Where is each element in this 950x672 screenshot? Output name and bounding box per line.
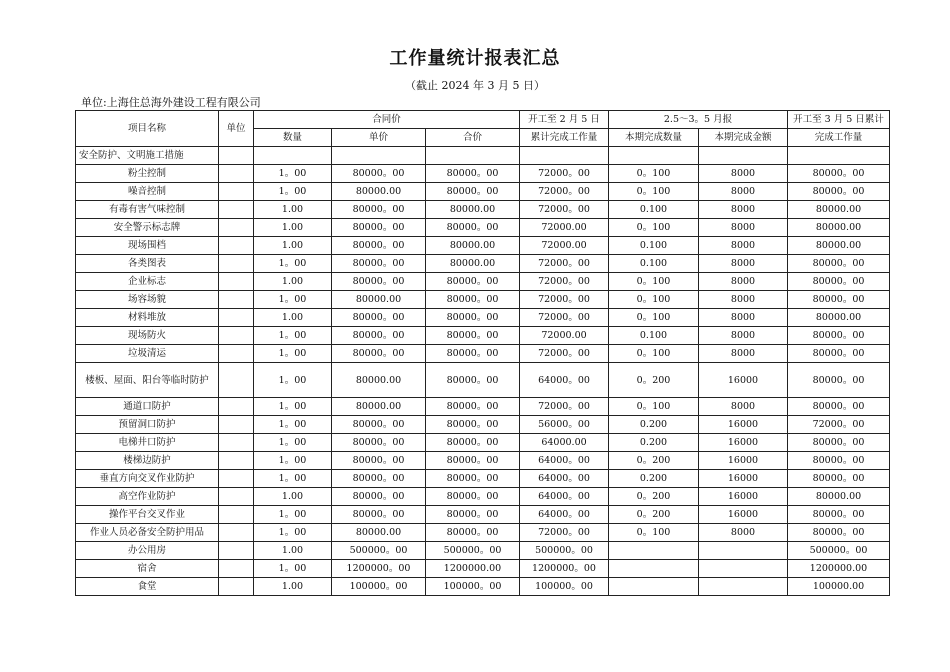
cell-cum2: 80000。00 bbox=[788, 327, 890, 345]
cell-cum2: 80000.00 bbox=[788, 219, 890, 237]
cell-total: 80000。00 bbox=[426, 363, 520, 398]
table-row bbox=[76, 219, 890, 237]
cell-qty: 1.00 bbox=[254, 309, 332, 327]
cell-pamt bbox=[699, 578, 788, 596]
cell-total: 80000。00 bbox=[426, 327, 520, 345]
cell-unit bbox=[219, 542, 254, 560]
cell-pamt: 8000 bbox=[699, 524, 788, 542]
cell-name: 楼梯边防护 bbox=[76, 452, 219, 470]
cell-total: 80000。00 bbox=[426, 434, 520, 452]
cell-cum: 72000。00 bbox=[520, 165, 609, 183]
cell-pqty: 0。100 bbox=[609, 398, 699, 416]
cell-unit bbox=[219, 452, 254, 470]
cell-name: 垃圾清运 bbox=[76, 345, 219, 363]
cell-cum2: 80000。00 bbox=[788, 470, 890, 488]
table-row bbox=[76, 327, 890, 345]
cell-pqty: 0.100 bbox=[609, 327, 699, 345]
cell-cum2: 80000。00 bbox=[788, 255, 890, 273]
header-period-amt: 本期完成金额 bbox=[699, 129, 788, 147]
table-row bbox=[76, 416, 890, 434]
cell-unit bbox=[219, 273, 254, 291]
cell-price: 80000。00 bbox=[332, 237, 426, 255]
cell-unit bbox=[219, 201, 254, 219]
table-row bbox=[76, 560, 890, 578]
cell-cum: 72000.00 bbox=[520, 327, 609, 345]
header-contract: 合同价 bbox=[254, 111, 520, 129]
cell-cum: 72000。00 bbox=[520, 183, 609, 201]
cell-name: 预留洞口防护 bbox=[76, 416, 219, 434]
cell-name: 安全防护、文明施工措施 bbox=[76, 147, 219, 165]
cell-pqty: 0。200 bbox=[609, 363, 699, 398]
cell-total: 80000。00 bbox=[426, 219, 520, 237]
cell-pqty: 0.200 bbox=[609, 470, 699, 488]
cell-cum: 64000。00 bbox=[520, 470, 609, 488]
cell-cum2: 80000。00 bbox=[788, 398, 890, 416]
cell-total: 500000。00 bbox=[426, 542, 520, 560]
cell-total: 80000。00 bbox=[426, 506, 520, 524]
cell-qty: 1。00 bbox=[254, 255, 332, 273]
cell-pqty bbox=[609, 147, 699, 165]
cell-total: 80000。00 bbox=[426, 345, 520, 363]
table-row bbox=[76, 237, 890, 255]
cell-unit bbox=[219, 363, 254, 398]
table-row bbox=[76, 363, 890, 398]
cell-pqty: 0.200 bbox=[609, 416, 699, 434]
cell-cum2: 80000。00 bbox=[788, 291, 890, 309]
table-row bbox=[76, 542, 890, 560]
cell-cum: 72000.00 bbox=[520, 237, 609, 255]
cell-pqty: 0。200 bbox=[609, 506, 699, 524]
cell-total: 80000。00 bbox=[426, 165, 520, 183]
table-row bbox=[76, 578, 890, 596]
cell-unit bbox=[219, 309, 254, 327]
cell-cum2: 500000。00 bbox=[788, 542, 890, 560]
cell-price: 80000。00 bbox=[332, 309, 426, 327]
cell-qty: 1。00 bbox=[254, 363, 332, 398]
cell-total: 80000。00 bbox=[426, 273, 520, 291]
cell-qty: 1.00 bbox=[254, 201, 332, 219]
cell-total: 80000.00 bbox=[426, 237, 520, 255]
cell-total: 1200000.00 bbox=[426, 560, 520, 578]
cell-unit bbox=[219, 524, 254, 542]
cell-cum: 56000。00 bbox=[520, 416, 609, 434]
cell-unit bbox=[219, 416, 254, 434]
cell-pamt: 16000 bbox=[699, 506, 788, 524]
cell-pamt bbox=[699, 147, 788, 165]
cell-name: 有毒有害气味控制 bbox=[76, 201, 219, 219]
cell-pqty: 0.100 bbox=[609, 255, 699, 273]
cell-name: 作业人员必备安全防护用品 bbox=[76, 524, 219, 542]
cell-pqty: 0。100 bbox=[609, 309, 699, 327]
cell-pamt: 8000 bbox=[699, 273, 788, 291]
cell-pqty: 0。100 bbox=[609, 165, 699, 183]
cell-pqty: 0。200 bbox=[609, 488, 699, 506]
cell-cum2: 80000。00 bbox=[788, 452, 890, 470]
cell-total: 80000。00 bbox=[426, 309, 520, 327]
cell-cum: 72000。00 bbox=[520, 398, 609, 416]
table-row bbox=[76, 434, 890, 452]
cell-cum: 72000。00 bbox=[520, 273, 609, 291]
cell-name: 宿舍 bbox=[76, 560, 219, 578]
cell-total: 80000。00 bbox=[426, 183, 520, 201]
header-cum-line1: 开工至 2 月 5 日 bbox=[520, 111, 609, 129]
cell-cum2: 80000.00 bbox=[788, 237, 890, 255]
cell-cum2: 80000。00 bbox=[788, 345, 890, 363]
cell-cum: 500000。00 bbox=[520, 542, 609, 560]
cell-pqty bbox=[609, 578, 699, 596]
cell-qty: 1。00 bbox=[254, 165, 332, 183]
cell-qty: 1。00 bbox=[254, 434, 332, 452]
cell-total: 80000.00 bbox=[426, 201, 520, 219]
header-period: 2.5～3。5 月报 bbox=[609, 111, 788, 129]
cell-name: 操作平台交叉作业 bbox=[76, 506, 219, 524]
cell-cum2: 100000.00 bbox=[788, 578, 890, 596]
cell-unit bbox=[219, 434, 254, 452]
cell-cum2: 80000。00 bbox=[788, 524, 890, 542]
header-price: 单价 bbox=[332, 129, 426, 147]
cell-name: 高空作业防护 bbox=[76, 488, 219, 506]
cell-price: 80000。00 bbox=[332, 219, 426, 237]
cell-qty: 1。00 bbox=[254, 398, 332, 416]
cell-pqty: 0。100 bbox=[609, 273, 699, 291]
table-row bbox=[76, 524, 890, 542]
cell-pqty: 0.100 bbox=[609, 237, 699, 255]
header-unit: 单位 bbox=[219, 111, 254, 147]
cell-price: 80000。00 bbox=[332, 434, 426, 452]
cell-cum: 72000。00 bbox=[520, 524, 609, 542]
cell-pqty: 0.200 bbox=[609, 434, 699, 452]
cell-name: 噪音控制 bbox=[76, 183, 219, 201]
cell-unit bbox=[219, 183, 254, 201]
header-name: 项目名称 bbox=[76, 111, 219, 147]
cell-pqty: 0。100 bbox=[609, 524, 699, 542]
cell-unit bbox=[219, 560, 254, 578]
cell-unit bbox=[219, 255, 254, 273]
cell-price: 1200000。00 bbox=[332, 560, 426, 578]
cell-qty: 1。00 bbox=[254, 416, 332, 434]
cell-qty: 1。00 bbox=[254, 327, 332, 345]
cell-pamt: 16000 bbox=[699, 452, 788, 470]
cell-cum: 64000.00 bbox=[520, 434, 609, 452]
cell-cum2: 80000。00 bbox=[788, 506, 890, 524]
header-cum2-line2: 完成工作量 bbox=[788, 129, 890, 147]
table-row bbox=[76, 398, 890, 416]
cell-cum2: 1200000.00 bbox=[788, 560, 890, 578]
cell-pamt: 8000 bbox=[699, 237, 788, 255]
cell-pamt: 16000 bbox=[699, 416, 788, 434]
report-title: 工作量统计报表汇总 bbox=[389, 48, 561, 69]
header-cum2-line1: 开工至 3 月 5 日累计 bbox=[788, 111, 890, 129]
cell-price: 80000。00 bbox=[332, 255, 426, 273]
cell-pqty: 0。200 bbox=[609, 452, 699, 470]
cell-cum: 72000。00 bbox=[520, 309, 609, 327]
cell-pamt: 8000 bbox=[699, 255, 788, 273]
cell-name: 电梯井口防护 bbox=[76, 434, 219, 452]
cell-qty: 1.00 bbox=[254, 488, 332, 506]
cell-price: 500000。00 bbox=[332, 542, 426, 560]
cell-unit bbox=[219, 327, 254, 345]
cell-qty: 1。00 bbox=[254, 506, 332, 524]
cell-cum: 72000。00 bbox=[520, 255, 609, 273]
cell-price: 80000。00 bbox=[332, 165, 426, 183]
cell-pqty: 0。100 bbox=[609, 345, 699, 363]
cell-unit bbox=[219, 345, 254, 363]
cell-cum2: 72000。00 bbox=[788, 416, 890, 434]
table-row bbox=[76, 506, 890, 524]
cell-cum: 72000。00 bbox=[520, 345, 609, 363]
cell-price: 80000.00 bbox=[332, 183, 426, 201]
cell-name: 安全警示标志牌 bbox=[76, 219, 219, 237]
cell-unit bbox=[219, 578, 254, 596]
cell-name: 粉尘控制 bbox=[76, 165, 219, 183]
cell-price: 80000.00 bbox=[332, 524, 426, 542]
cell-cum: 72000。00 bbox=[520, 291, 609, 309]
cell-unit bbox=[219, 506, 254, 524]
cell-price: 80000。00 bbox=[332, 416, 426, 434]
cell-name: 办公用房 bbox=[76, 542, 219, 560]
cell-unit bbox=[219, 237, 254, 255]
table-row bbox=[76, 147, 890, 165]
cell-cum2: 80000。00 bbox=[788, 273, 890, 291]
cell-qty: 1.00 bbox=[254, 237, 332, 255]
cell-name: 通道口防护 bbox=[76, 398, 219, 416]
cell-price: 80000。00 bbox=[332, 327, 426, 345]
cell-qty bbox=[254, 147, 332, 165]
cell-qty: 1。00 bbox=[254, 345, 332, 363]
cell-unit bbox=[219, 470, 254, 488]
header-total: 合价 bbox=[426, 129, 520, 147]
cell-name: 现场防火 bbox=[76, 327, 219, 345]
cell-cum2: 80000。00 bbox=[788, 183, 890, 201]
cell-cum: 64000。00 bbox=[520, 452, 609, 470]
table-row bbox=[76, 201, 890, 219]
cell-total: 80000。00 bbox=[426, 398, 520, 416]
cell-name: 楼板、屋面、阳台等临时防护 bbox=[76, 363, 219, 398]
cell-unit bbox=[219, 147, 254, 165]
cell-pamt: 8000 bbox=[699, 291, 788, 309]
cell-pamt: 8000 bbox=[699, 201, 788, 219]
table-row bbox=[76, 309, 890, 327]
cell-cum: 100000。00 bbox=[520, 578, 609, 596]
header-period-qty: 本期完成数量 bbox=[609, 129, 699, 147]
cell-price: 80000.00 bbox=[332, 398, 426, 416]
cell-total bbox=[426, 147, 520, 165]
cell-total: 80000。00 bbox=[426, 470, 520, 488]
table-row bbox=[76, 291, 890, 309]
cell-pamt: 16000 bbox=[699, 488, 788, 506]
cell-qty: 1.00 bbox=[254, 219, 332, 237]
cell-price: 80000。00 bbox=[332, 506, 426, 524]
cell-pamt: 8000 bbox=[699, 345, 788, 363]
cell-pqty: 0。100 bbox=[609, 183, 699, 201]
cell-total: 80000。00 bbox=[426, 488, 520, 506]
cell-pamt: 8000 bbox=[699, 398, 788, 416]
cell-qty: 1。00 bbox=[254, 560, 332, 578]
cell-cum2: 80000。00 bbox=[788, 363, 890, 398]
cell-price bbox=[332, 147, 426, 165]
cell-name: 企业标志 bbox=[76, 273, 219, 291]
cell-pamt: 8000 bbox=[699, 327, 788, 345]
cell-unit bbox=[219, 488, 254, 506]
cell-name: 各类图表 bbox=[76, 255, 219, 273]
cell-unit bbox=[219, 165, 254, 183]
report-date: （截止 2024 年 3 月 5 日） bbox=[405, 79, 545, 92]
cell-pqty: 0.100 bbox=[609, 201, 699, 219]
cell-cum: 64000。00 bbox=[520, 363, 609, 398]
cell-name: 垂直方向交叉作业防护 bbox=[76, 470, 219, 488]
cell-qty: 1。00 bbox=[254, 291, 332, 309]
cell-price: 80000。00 bbox=[332, 488, 426, 506]
table-row bbox=[76, 452, 890, 470]
workload-table bbox=[75, 110, 890, 596]
cell-pqty: 0。100 bbox=[609, 291, 699, 309]
cell-pqty: 0。100 bbox=[609, 219, 699, 237]
cell-pamt bbox=[699, 560, 788, 578]
cell-cum: 1200000。00 bbox=[520, 560, 609, 578]
cell-qty: 1。00 bbox=[254, 183, 332, 201]
cell-cum: 64000。00 bbox=[520, 488, 609, 506]
cell-name: 现场围档 bbox=[76, 237, 219, 255]
cell-name: 场容场貌 bbox=[76, 291, 219, 309]
cell-total: 80000。00 bbox=[426, 452, 520, 470]
cell-total: 80000.00 bbox=[426, 255, 520, 273]
cell-total: 80000。00 bbox=[426, 524, 520, 542]
header-cum-line2: 累计完成工作量 bbox=[520, 129, 609, 147]
cell-cum: 72000。00 bbox=[520, 201, 609, 219]
cell-price: 80000。00 bbox=[332, 470, 426, 488]
cell-price: 80000。00 bbox=[332, 452, 426, 470]
table-row bbox=[76, 488, 890, 506]
header-qty: 数量 bbox=[254, 129, 332, 147]
cell-price: 100000。00 bbox=[332, 578, 426, 596]
cell-price: 80000.00 bbox=[332, 291, 426, 309]
table-row bbox=[76, 183, 890, 201]
cell-qty: 1。00 bbox=[254, 524, 332, 542]
cell-qty: 1.00 bbox=[254, 542, 332, 560]
table-row bbox=[76, 273, 890, 291]
cell-price: 80000。00 bbox=[332, 201, 426, 219]
cell-qty: 1.00 bbox=[254, 578, 332, 596]
cell-cum2: 80000.00 bbox=[788, 201, 890, 219]
cell-pamt bbox=[699, 542, 788, 560]
cell-pqty bbox=[609, 542, 699, 560]
cell-cum2: 80000。00 bbox=[788, 165, 890, 183]
cell-pamt: 8000 bbox=[699, 219, 788, 237]
cell-cum2: 80000。00 bbox=[788, 434, 890, 452]
cell-unit bbox=[219, 398, 254, 416]
cell-unit bbox=[219, 219, 254, 237]
cell-qty: 1。00 bbox=[254, 470, 332, 488]
cell-cum2: 80000.00 bbox=[788, 488, 890, 506]
cell-qty: 1.00 bbox=[254, 273, 332, 291]
table-row bbox=[76, 255, 890, 273]
cell-pamt: 16000 bbox=[699, 470, 788, 488]
cell-cum: 64000。00 bbox=[520, 506, 609, 524]
table-row bbox=[76, 345, 890, 363]
cell-cum2 bbox=[788, 147, 890, 165]
cell-price: 80000。00 bbox=[332, 345, 426, 363]
cell-cum2: 80000.00 bbox=[788, 309, 890, 327]
cell-pqty bbox=[609, 560, 699, 578]
cell-pamt: 16000 bbox=[699, 363, 788, 398]
company-unit: 单位:上海住总海外建设工程有限公司 bbox=[81, 96, 261, 109]
table-row bbox=[76, 470, 890, 488]
cell-total: 100000。00 bbox=[426, 578, 520, 596]
cell-cum bbox=[520, 147, 609, 165]
cell-pamt: 16000 bbox=[699, 434, 788, 452]
table-row bbox=[76, 165, 890, 183]
cell-price: 80000。00 bbox=[332, 273, 426, 291]
cell-name: 材料堆放 bbox=[76, 309, 219, 327]
cell-name: 食堂 bbox=[76, 578, 219, 596]
cell-pamt: 8000 bbox=[699, 165, 788, 183]
cell-total: 80000。00 bbox=[426, 416, 520, 434]
cell-unit bbox=[219, 291, 254, 309]
cell-price: 80000.00 bbox=[332, 363, 426, 398]
cell-qty: 1。00 bbox=[254, 452, 332, 470]
cell-pamt: 8000 bbox=[699, 309, 788, 327]
cell-total: 80000。00 bbox=[426, 291, 520, 309]
cell-cum: 72000.00 bbox=[520, 219, 609, 237]
cell-pamt: 8000 bbox=[699, 183, 788, 201]
